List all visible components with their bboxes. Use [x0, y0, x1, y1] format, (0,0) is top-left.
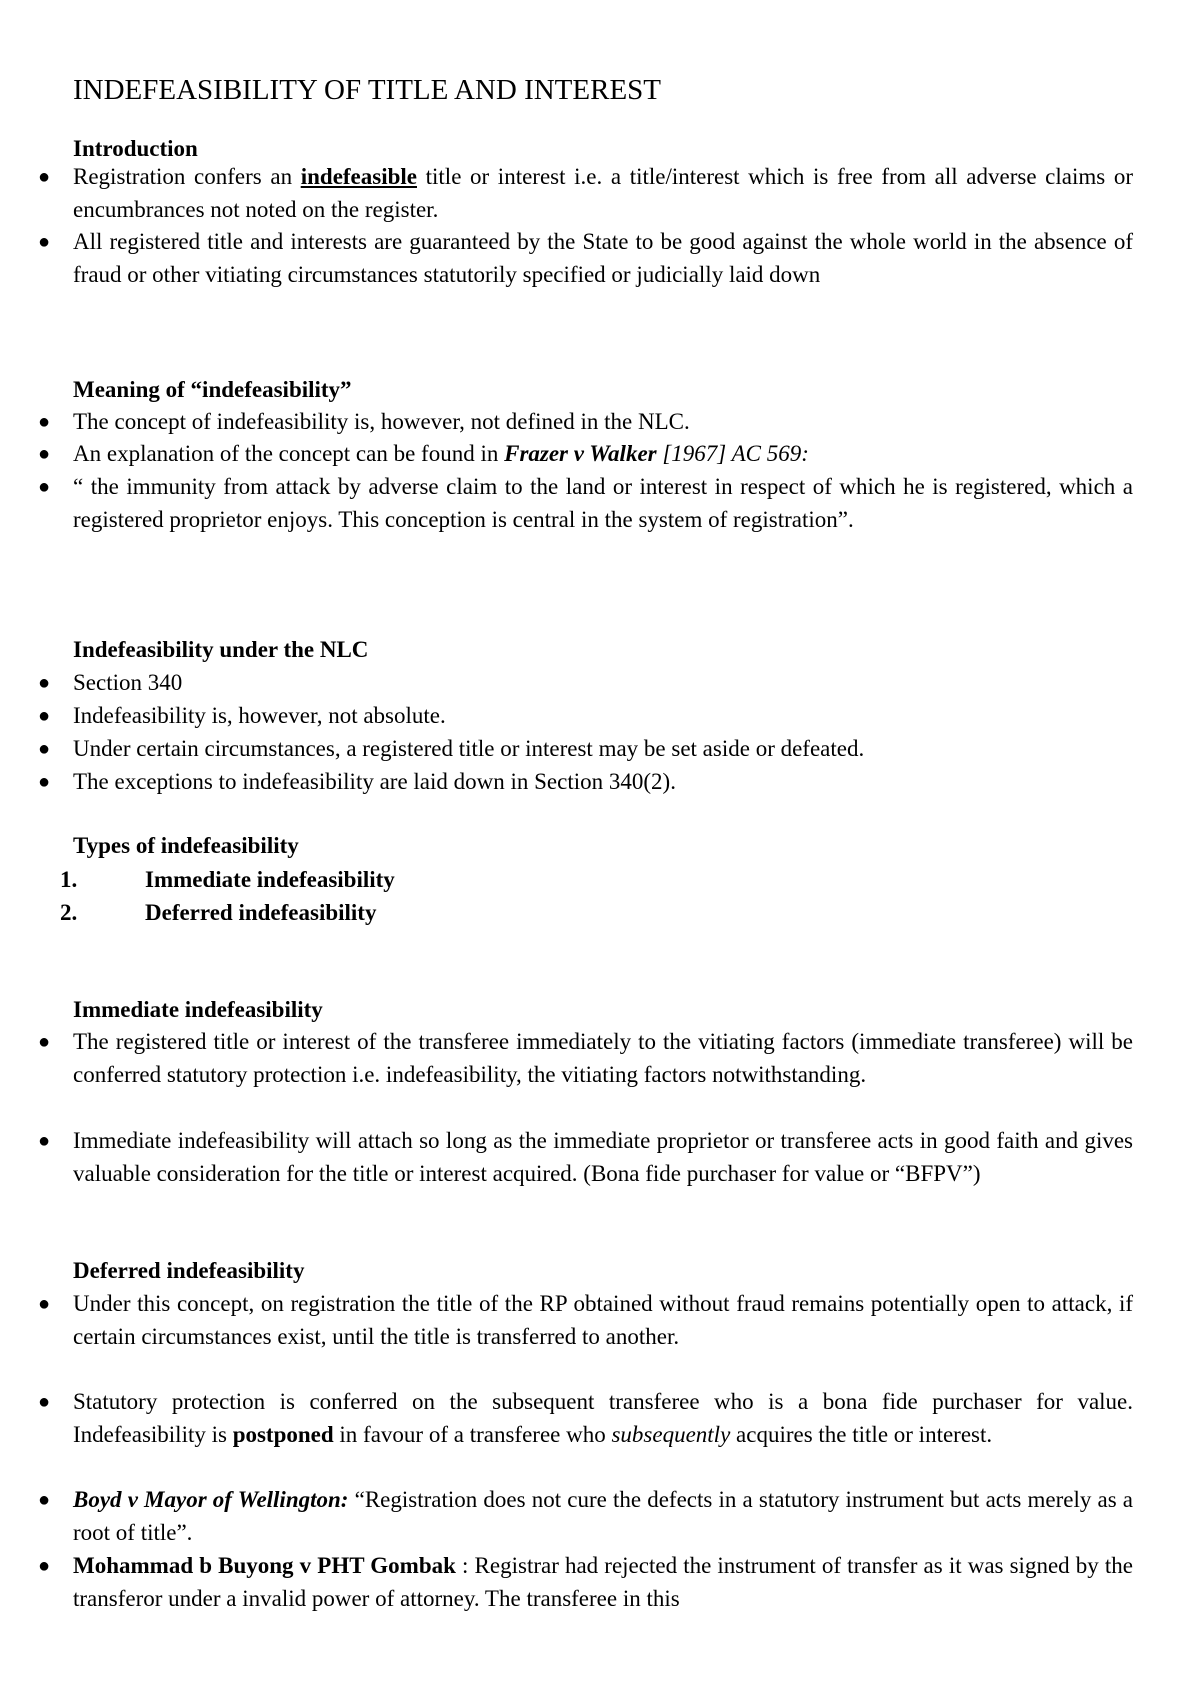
bullet-icon: ● — [37, 443, 51, 465]
bullet-icon: ● — [37, 1555, 51, 1577]
heading-introduction: Introduction — [73, 136, 198, 161]
case-citation: Mohammad b Buyong v PHT Gombak — [73, 1553, 456, 1578]
bullet-icon: ● — [37, 476, 51, 498]
bullet-icon: ● — [37, 771, 51, 793]
bullet-icon: ● — [37, 1489, 51, 1511]
heading-deferred: Deferred indefeasibility — [73, 1258, 305, 1283]
list-item: ● Under certain circumstances, a registered title or interest may be set aside or defeated. — [73, 733, 1133, 766]
list-item: ● Immediate indefeasibility will attach so long as the immediate proprietor or transferee acts in good faith and gives valuable consideration for the title or interest acquired. (Bona fide purchaser for value or “BFPV”) — [73, 1125, 1133, 1190]
list-item: ● “ the immunity from attack by adverse claim to the land or interest in respect of which he is registered, which a registered proprietor enjoys. This conception is central in the system of registration”. — [73, 471, 1133, 536]
list-item: ● Under this concept, on registration the title of the RP obtained without fraud remains potentially open to attack, if certain circumstances exist, until the title is transferred to another. — [73, 1288, 1133, 1353]
bullet-icon: ● — [37, 411, 51, 433]
numbered-item: 1. Immediate indefeasibility — [60, 867, 395, 892]
list-item: ● All registered title and interests are guaranteed by the State to be good against the whole world in the absence of fraud or other vitiating circumstances statutorily specified or judicially laid down — [73, 226, 1133, 291]
heading-immediate: Immediate indefeasibility — [73, 997, 323, 1022]
bullet-icon: ● — [37, 166, 51, 188]
bullet-icon: ● — [37, 1391, 51, 1413]
emphasis-text: indefeasible — [300, 164, 417, 189]
list-item: ● Section 340 — [73, 667, 1133, 700]
list-item: ● The exceptions to indefeasibility are laid down in Section 340(2). — [73, 766, 1133, 799]
list-item: ● The registered title or interest of the transferee immediately to the vitiating factors (immediate transferee) will be conferred statutory protection i.e. indefeasibility, the vitiating factors notwithstanding. — [73, 1026, 1133, 1091]
bullet-icon: ● — [37, 1130, 51, 1152]
list-item: ● An explanation of the concept can be found in Frazer v Walker [1967] AC 569: — [73, 438, 1133, 471]
list-item: ● Registration confers an indefeasible title or interest i.e. a title/interest which is free from all adverse claims or encumbrances not noted on the register. — [73, 161, 1133, 226]
case-citation: Boyd v Mayor of Wellington: — [73, 1487, 349, 1512]
list-item: ● Statutory protection is conferred on the subsequent transferee who is a bona fide purchaser for value. Indefeasibility is postponed in favour of a transferee who subsequently acquires the title or interest. — [73, 1386, 1133, 1451]
heading-meaning: Meaning of “indefeasibility” — [73, 377, 352, 402]
heading-nlc: Indefeasibility under the NLC — [73, 637, 369, 662]
document-title: INDEFEASIBILITY OF TITLE AND INTEREST — [73, 74, 662, 106]
list-item: ● The concept of indefeasibility is, however, not defined in the NLC. — [73, 406, 1133, 439]
bullet-icon: ● — [37, 738, 51, 760]
case-citation: Frazer v Walker — [504, 441, 657, 466]
bullet-icon: ● — [37, 1031, 51, 1053]
list-item: ● Indefeasibility is, however, not absolute. — [73, 700, 1133, 733]
bullet-icon: ● — [37, 1293, 51, 1315]
bullet-icon: ● — [37, 672, 51, 694]
heading-types: Types of indefeasibility — [73, 833, 299, 858]
emphasis-text: subsequently — [611, 1421, 731, 1447]
list-item: ● Boyd v Mayor of Wellington: “Registration does not cure the defects in a statutory instrument but acts merely as a root of title”. — [73, 1484, 1133, 1549]
numbered-item: 2. Deferred indefeasibility — [60, 900, 377, 925]
bullet-icon: ● — [37, 231, 51, 253]
bullet-icon: ● — [37, 705, 51, 727]
list-item: ● Mohammad b Buyong v PHT Gombak : Registrar had rejected the instrument of transfer as it was signed by the transferor under a invalid power of attorney. The transferee in this — [73, 1550, 1133, 1615]
emphasis-text: postponed — [232, 1421, 334, 1447]
